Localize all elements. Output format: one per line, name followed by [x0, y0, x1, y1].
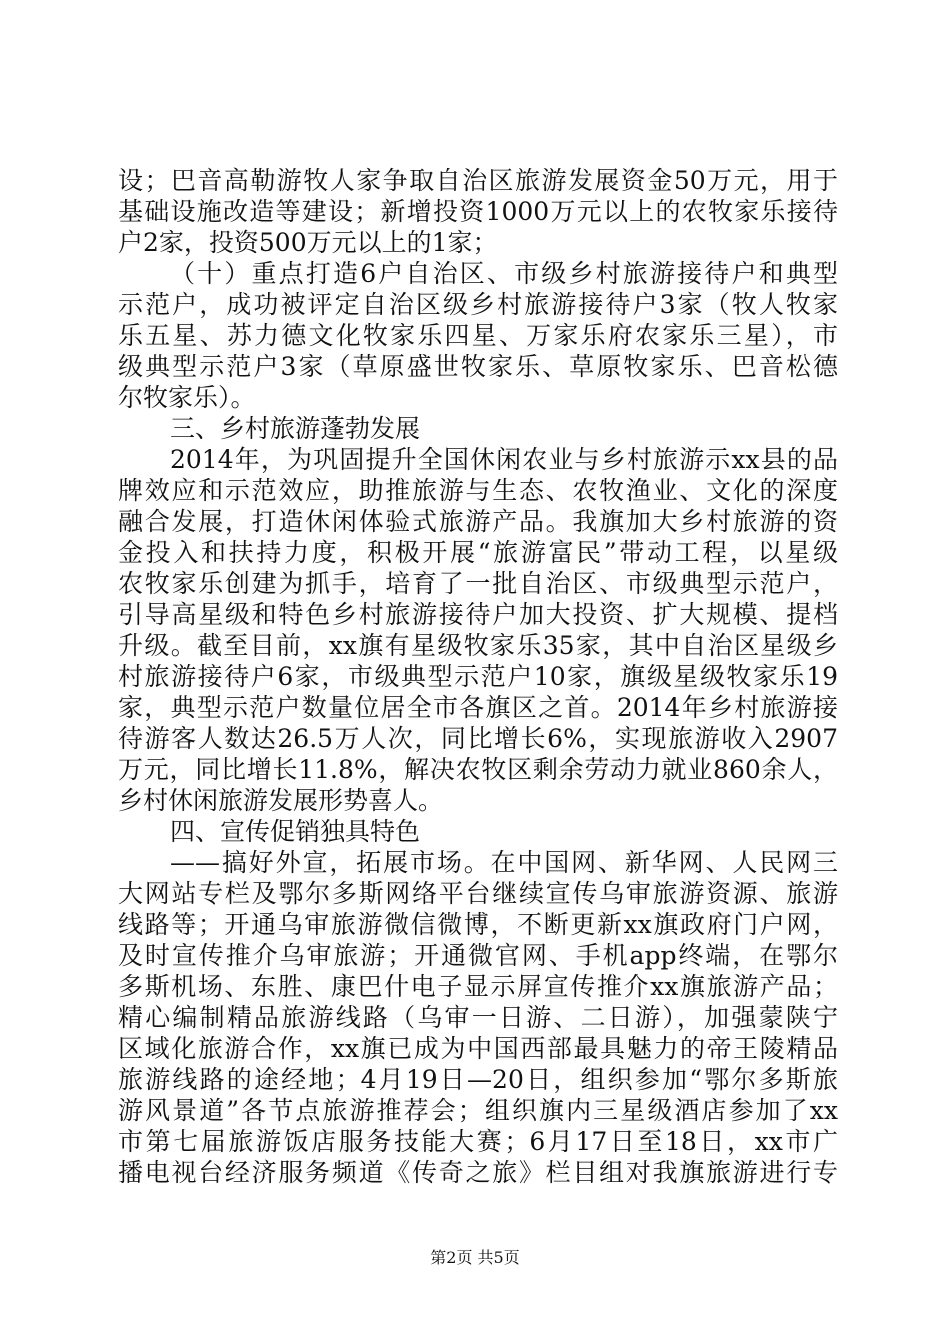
text-line: 融合发展，打造休闲体验式旅游产品。我旗加大乡村旅游的资: [118, 507, 838, 536]
text-line: 旅游线路的途经地；4月19日—20日，组织参加“鄂尔多斯旅: [118, 1065, 838, 1094]
text-line: 金投入和扶持力度，积极开展“旅游富民”带动工程，以星级: [118, 538, 838, 567]
text-line: 牌效应和示范效应，助推旅游与生态、农牧渔业、文化的深度: [118, 476, 838, 505]
text-line: 万元，同比增长11.8%，解决农牧区剩余劳动力就业860余人，: [118, 755, 838, 784]
text-line: （十）重点打造6户自治区、市级乡村旅游接待户和典型: [170, 259, 838, 288]
text-line: 升级。截至目前，xx旗有星级牧家乐35家，其中自治区星级乡: [118, 631, 838, 660]
text-line: 户2家，投资500万元以上的1家；: [118, 228, 498, 257]
text-line: 游风景道”各节点旅游推荐会；组织旗内三星级酒店参加了xx: [118, 1096, 838, 1125]
text-line: 精心编制精品旅游线路（乌审一日游、二日游），加强蒙陕宁: [118, 1003, 838, 1032]
text-line: 三、乡村旅游蓬勃发展: [170, 414, 421, 443]
text-line: 村旅游接待户6家，市级典型示范户10家，旗级星级牧家乐19: [118, 662, 838, 691]
text-line: ——搞好外宣，拓展市场。在中国网、新华网、人民网三: [170, 848, 838, 877]
text-line: 2014年，为巩固提升全国休闲农业与乡村旅游示xx县的品: [170, 445, 838, 474]
text-line: 设；巴音高勒游牧人家争取自治区旅游发展资金50万元，用于: [118, 166, 838, 195]
text-line: 播电视台经济服务频道《传奇之旅》栏目组对我旗旅游进行专: [118, 1158, 838, 1187]
text-line: 乡村休闲旅游发展形势喜人。: [118, 786, 444, 815]
text-line: 大网站专栏及鄂尔多斯网络平台继续宣传乌审旅游资源、旅游: [118, 879, 838, 908]
text-line: 市第七届旅游饭店服务技能大赛；6月17日至18日，xx市广: [118, 1127, 838, 1156]
text-line: 级典型示范户3家（草原盛世牧家乐、草原牧家乐、巴音松德: [118, 352, 838, 381]
text-line: 尔牧家乐）。: [118, 383, 256, 412]
text-line: 农牧家乐创建为抓手，培育了一批自治区、市级典型示范户，: [118, 569, 838, 598]
text-line: 待游客人数达26.5万人次，同比增长6%，实现旅游收入2907: [118, 724, 838, 753]
text-line: 多斯机场、东胜、康巴什电子显示屏宣传推介xx旗旅游产品；: [118, 972, 838, 1001]
text-line: 及时宣传推介乌审旅游；开通微官网、手机app终端，在鄂尔: [118, 941, 838, 970]
text-line: 四、宣传促销独具特色: [170, 817, 421, 846]
document-body: [118, 165, 838, 1188]
text-line: 区域化旅游合作，xx旗已成为中国西部最具魅力的帝王陵精品: [118, 1034, 838, 1063]
text-line: 乐五星、苏力德文化牧家乐四星、万家乐府农家乐三星），市: [118, 321, 838, 350]
text-line: 引导高星级和特色乡村旅游接待户加大投资、扩大规模、提档: [118, 600, 838, 629]
text-line: 家，典型示范户数量位居全市各旗区之首。2014年乡村旅游接: [118, 693, 838, 722]
text-line: 线路等；开通乌审旅游微信微博，不断更新xx旗政府门户网，: [118, 910, 838, 939]
text-line: 示范户，成功被评定自治区级乡村旅游接待户3家（牧人牧家: [118, 290, 838, 319]
page-footer: 第2页 共5页: [430, 1248, 520, 1267]
text-line: 基础设施改造等建设；新增投资1000万元以上的农牧家乐接待: [118, 197, 838, 226]
